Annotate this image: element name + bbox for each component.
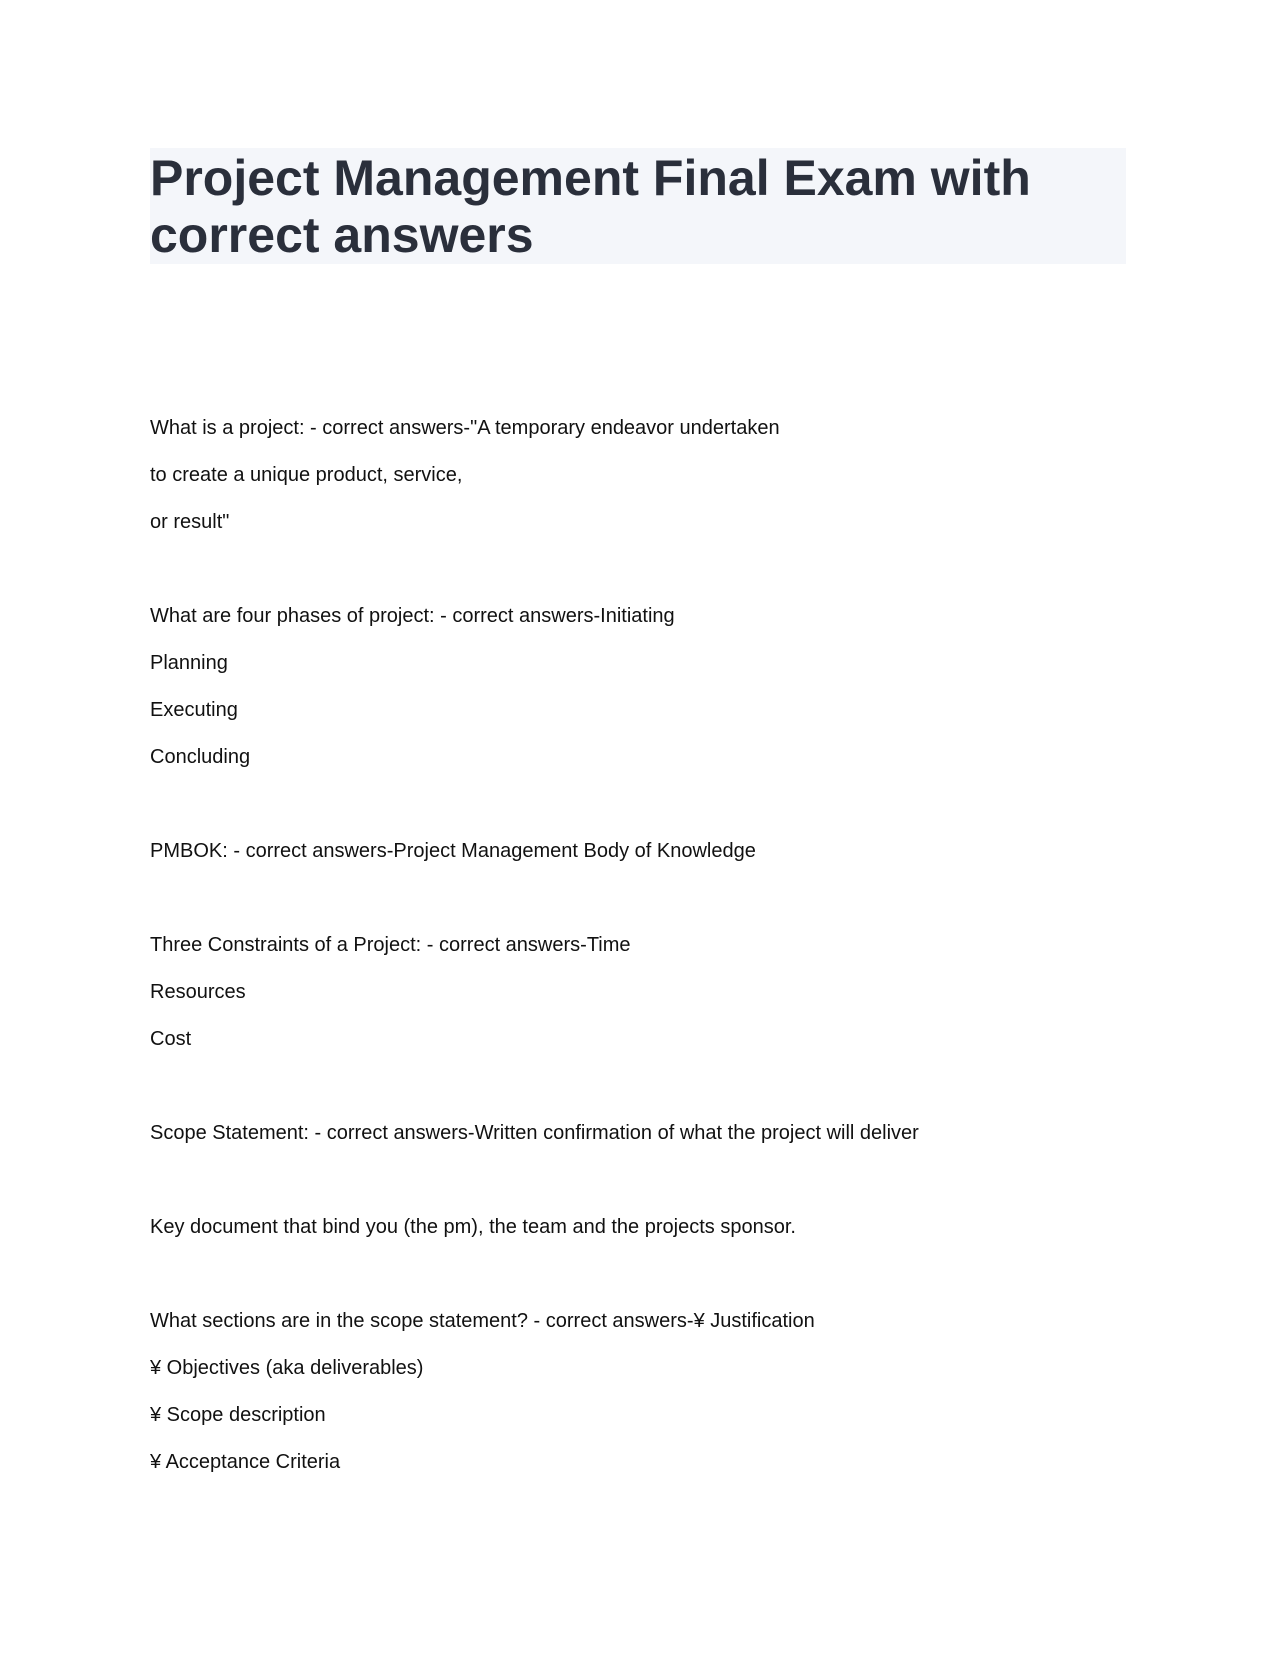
text-line: Planning bbox=[150, 652, 228, 674]
spacer bbox=[150, 1157, 1150, 1204]
qa-pmbok bbox=[150, 828, 1150, 875]
qa-three-constraints bbox=[150, 922, 1150, 1063]
text-line: Concluding bbox=[150, 746, 251, 768]
qa-key-document bbox=[150, 1204, 1150, 1251]
spacer bbox=[150, 781, 1150, 828]
text-line: Cost bbox=[150, 1028, 192, 1050]
spacer bbox=[150, 546, 1150, 593]
page-title: Project Management Final Exam with correct answers bbox=[150, 150, 1031, 263]
text-line: Resources bbox=[150, 981, 246, 1003]
text-line: Scope Statement: - correct answers-Written confirmation of what the project will deliver bbox=[150, 1122, 919, 1144]
text-line: What is a project: - correct answers-"A temporary endeavor undertaken bbox=[150, 417, 780, 439]
spacer bbox=[150, 1063, 1150, 1110]
spacer bbox=[150, 875, 1150, 922]
text-line: Key document that bind you (the pm), the team and the projects sponsor. bbox=[150, 1216, 796, 1238]
text-line: Three Constraints of a Project: - correct answers-Time bbox=[150, 934, 631, 956]
text-line: or result" bbox=[150, 511, 230, 533]
text-line: ¥ Objectives (aka deliverables) bbox=[150, 1357, 424, 1379]
text-line: What sections are in the scope statement? - correct answers-¥ Justification bbox=[150, 1310, 815, 1332]
text-line: ¥ Scope description bbox=[150, 1404, 326, 1426]
text-line: to create a unique product, service, bbox=[150, 464, 463, 486]
title-block bbox=[150, 148, 1126, 264]
document-body bbox=[150, 405, 1150, 1486]
text-line: PMBOK: - correct answers-Project Management Body of Knowledge bbox=[150, 840, 756, 862]
text-line: Executing bbox=[150, 699, 238, 721]
qa-scope-statement bbox=[150, 1110, 1150, 1157]
spacer bbox=[150, 1251, 1150, 1298]
text-line: ¥ Acceptance Criteria bbox=[150, 1451, 341, 1473]
qa-four-phases bbox=[150, 593, 1150, 781]
qa-scope-sections bbox=[150, 1298, 1150, 1486]
text-line: What are four phases of project: - correct answers-Initiating bbox=[150, 605, 675, 627]
qa-project-definition bbox=[150, 405, 1150, 546]
